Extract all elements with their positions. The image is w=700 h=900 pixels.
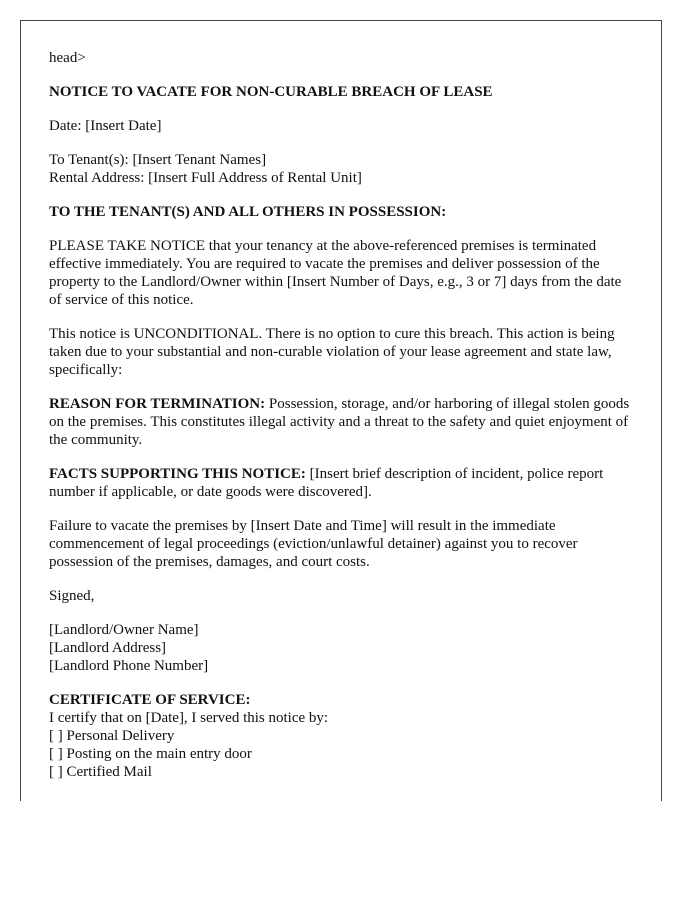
landlord-address: [Landlord Address]	[49, 640, 167, 656]
landlord-name: [Landlord/Owner Name]	[49, 622, 199, 638]
failure-paragraph: Failure to vacate the premises by [Insert Date and Time] will result in the immediate commencement of legal proceedings (eviction/unlawful detainer) against you to recover possession of the premises, damages, and court costs.	[49, 518, 578, 570]
signed-line: Signed,	[49, 588, 95, 604]
reason-label: REASON FOR TERMINATION:	[49, 396, 266, 412]
certificate-block	[49, 691, 633, 781]
notice-paragraph: PLEASE TAKE NOTICE that your tenancy at the above-referenced premises is terminated effective immediately. You are required to vacate the premises and deliver possession of the property to the Landlord/Owner within [Insert Number of Days, e.g., 3 or 7] days from the date of service of this notice.	[49, 238, 622, 308]
certificate-statement: I certify that on [Date], I served this notice by:	[49, 710, 329, 726]
reason-paragraph	[49, 395, 633, 449]
facts-paragraph	[49, 465, 633, 501]
recipient-block	[49, 151, 633, 187]
document-page	[20, 20, 662, 801]
address-line: Rental Address: [Insert Full Address of Rental Unit]	[49, 170, 362, 186]
facts-label: FACTS SUPPORTING THIS NOTICE:	[49, 466, 306, 482]
salutation: TO THE TENANT(S) AND ALL OTHERS IN POSSESSION:	[49, 204, 447, 220]
landlord-phone: [Landlord Phone Number]	[49, 658, 209, 674]
tenant-line: To Tenant(s): [Insert Tenant Names]	[49, 152, 267, 168]
document-title: NOTICE TO VACATE FOR NON-CURABLE BREACH OF LEASE	[49, 84, 493, 100]
reason-text: Possession, storage, and/or harboring of illegal stolen goods on the premises. This constitutes illegal activity and a threat to the safety and quiet enjoyment of the community.	[49, 396, 630, 448]
certificate-heading: CERTIFICATE OF SERVICE:	[49, 692, 251, 708]
unconditional-paragraph: This notice is UNCONDITIONAL. There is no option to cure this breach. This action is being taken due to your substantial and non-curable violation of your lease agreement and state law, specifically:	[49, 326, 615, 378]
landlord-block	[49, 621, 633, 675]
date-line: Date: [Insert Date]	[49, 118, 162, 134]
stray-text: head>	[49, 50, 86, 66]
service-option-posting: [ ] Posting on the main entry door	[49, 746, 252, 762]
service-option-mail: [ ] Certified Mail	[49, 764, 152, 780]
service-option-personal: [ ] Personal Delivery	[49, 728, 175, 744]
facts-text: [Insert brief description of incident, police report number if applicable, or date goods were discovered].	[49, 466, 604, 500]
